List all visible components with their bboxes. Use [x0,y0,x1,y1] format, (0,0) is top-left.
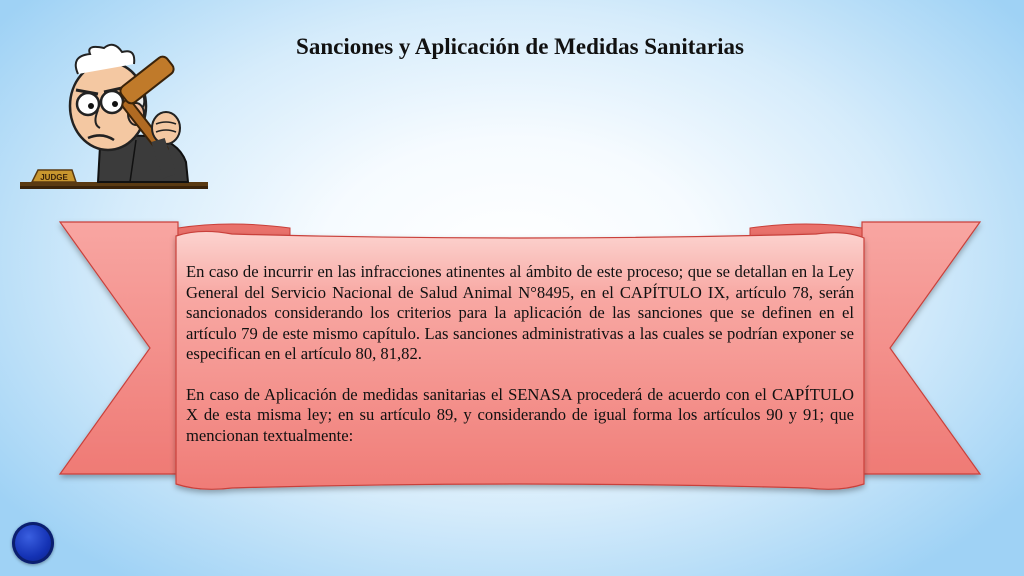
banner-left-tail [60,222,178,474]
paragraph-sanciones: En caso de incurrir en las infracciones atinentes al ámbito de este proceso; que se detallan en la Ley General del Servicio Nacional de Salud Animal N°8495, en el CAPÍTULO IX, artículo 78, serán sancionados considerando los criterios para la aplicación de las sanciones que se definen en el artículo 79 de este mismo capítulo. Las sanciones administrativas a las cuales se podrían exponer se especifican en el artículo 80, 81,82. [186,262,854,363]
nav-circle-icon[interactable] [12,522,54,564]
plaque-text: JUDGE [40,173,68,182]
paragraph-medidas: En caso de Aplicación de medidas sanitarias el SENASA procederá de acuerdo con el CAPÍTULO X de esta misma ley; en su artículo 89, y considerando de igual forma los artículos 90 y 91; que mencionan textualmente: [186,384,854,445]
banner-right-tail [862,222,980,474]
page-title: Sanciones y Aplicación de Medidas Sanitarias [296,34,744,59]
body-text [186,262,854,466]
